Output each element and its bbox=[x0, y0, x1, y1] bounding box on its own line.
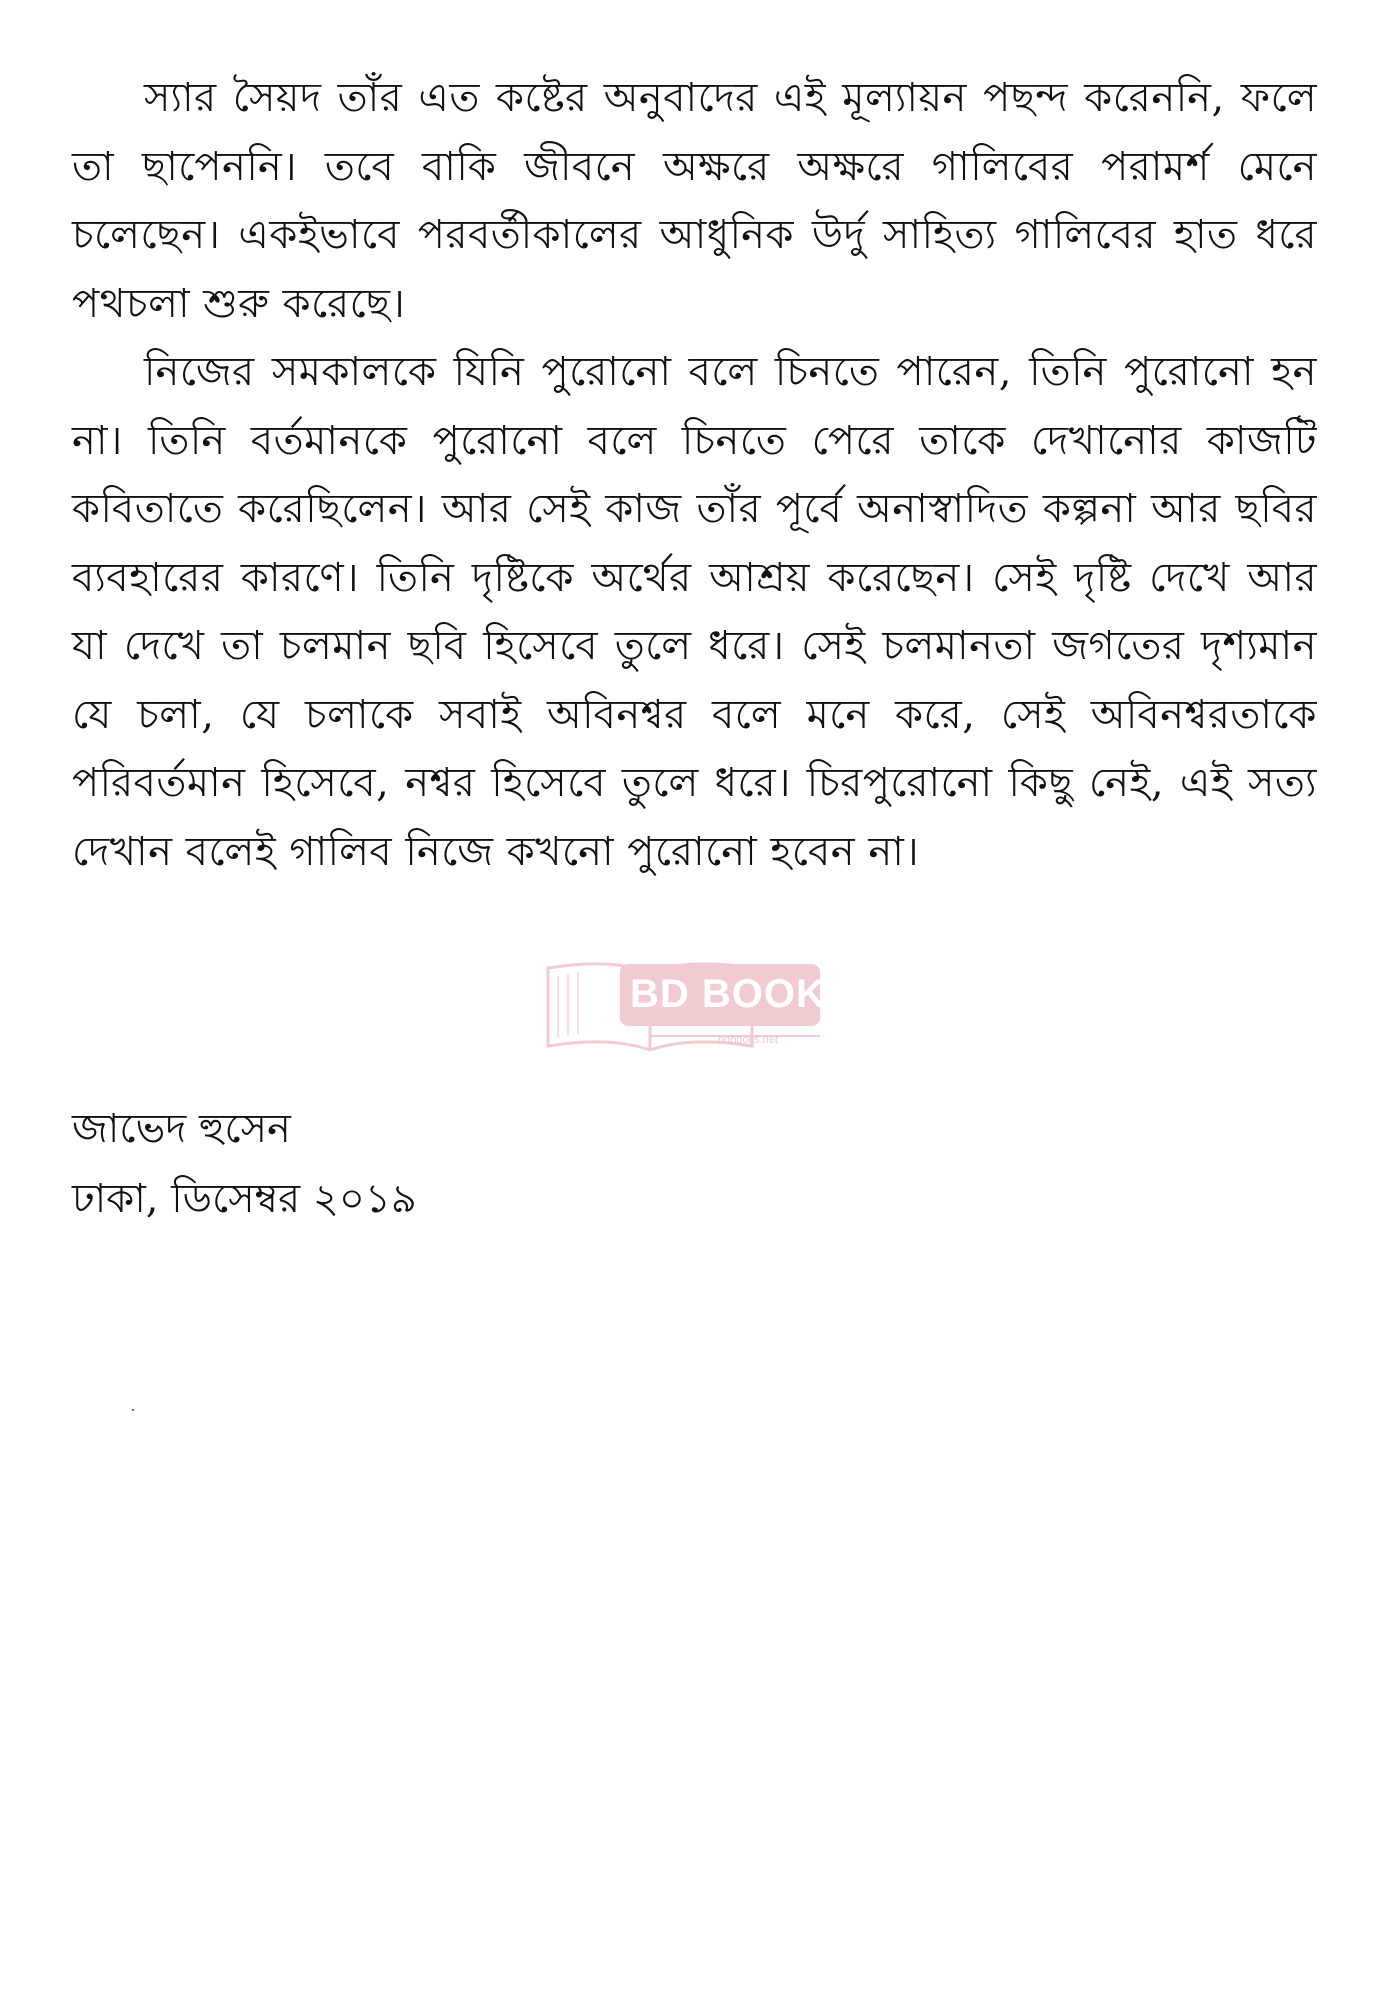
place-date: ঢাকা, ডিসেম্বর ২০১৯ bbox=[72, 1176, 417, 1222]
author-name: জাভেদ হুসেন bbox=[72, 1106, 291, 1152]
watermark-brand: BD BOOKS bbox=[630, 972, 854, 1016]
body-text bbox=[72, 64, 1317, 886]
paragraph-1: স্যার সৈয়দ তাঁর এত কষ্টের অনুবাদের এই মূল্যায়ন পছন্দ করেননি, ফলে তা ছাপেননি। তবে বাকি জীবনে অক্ষরে অক্ষরে গালিবের পরামর্শ মেনে চলেছেন। একইভাবে পরবর্তীকালের আধুনিক উর্দু সাহিত্য গালিবের হাত ধরে পথচলা শুরু করেছে। bbox=[72, 75, 1317, 327]
signature-block bbox=[72, 1094, 417, 1234]
paragraph-2: নিজের সমকালকে যিনি পুরোনো বলে চিনতে পারেন, তিনি পুরোনো হন না। তিনি বর্তমানকে পুরোনো বলে চিনতে পেরে তাকে দেখানোর কাজটি কবিতাতে করেছিলেন। আর সেই কাজ তাঁর পূর্বে অনাস্বাদিত কল্পনা আর ছবির ব্যবহারের কারণে। তিনি দৃষ্টিকে অর্থের আশ্রয় করেছেন। সেই দৃষ্টি দেখে আর যা দেখে তা চলমান ছবি হিসেবে তুলে ধরে। সেই চলমানতা জগতের দৃশ্যমান যে চলা, যে চলাকে সবাই অবিনশ্বর বলে মনে করে, সেই অবিনশ্বরতাকে পরিবর্তমান হিসেবে, নশ্বর হিসেবে তুলে ধরে। চিরপুরোনো কিছু নেই, এই সত্য দেখান বলেই গালিব নিজে কখনো পুরোনো হবেন না। bbox=[72, 349, 1317, 875]
bd-books-watermark bbox=[540, 950, 854, 1060]
scan-speck bbox=[132, 1409, 134, 1411]
watermark-site: bdbooks.net bbox=[718, 1034, 778, 1046]
